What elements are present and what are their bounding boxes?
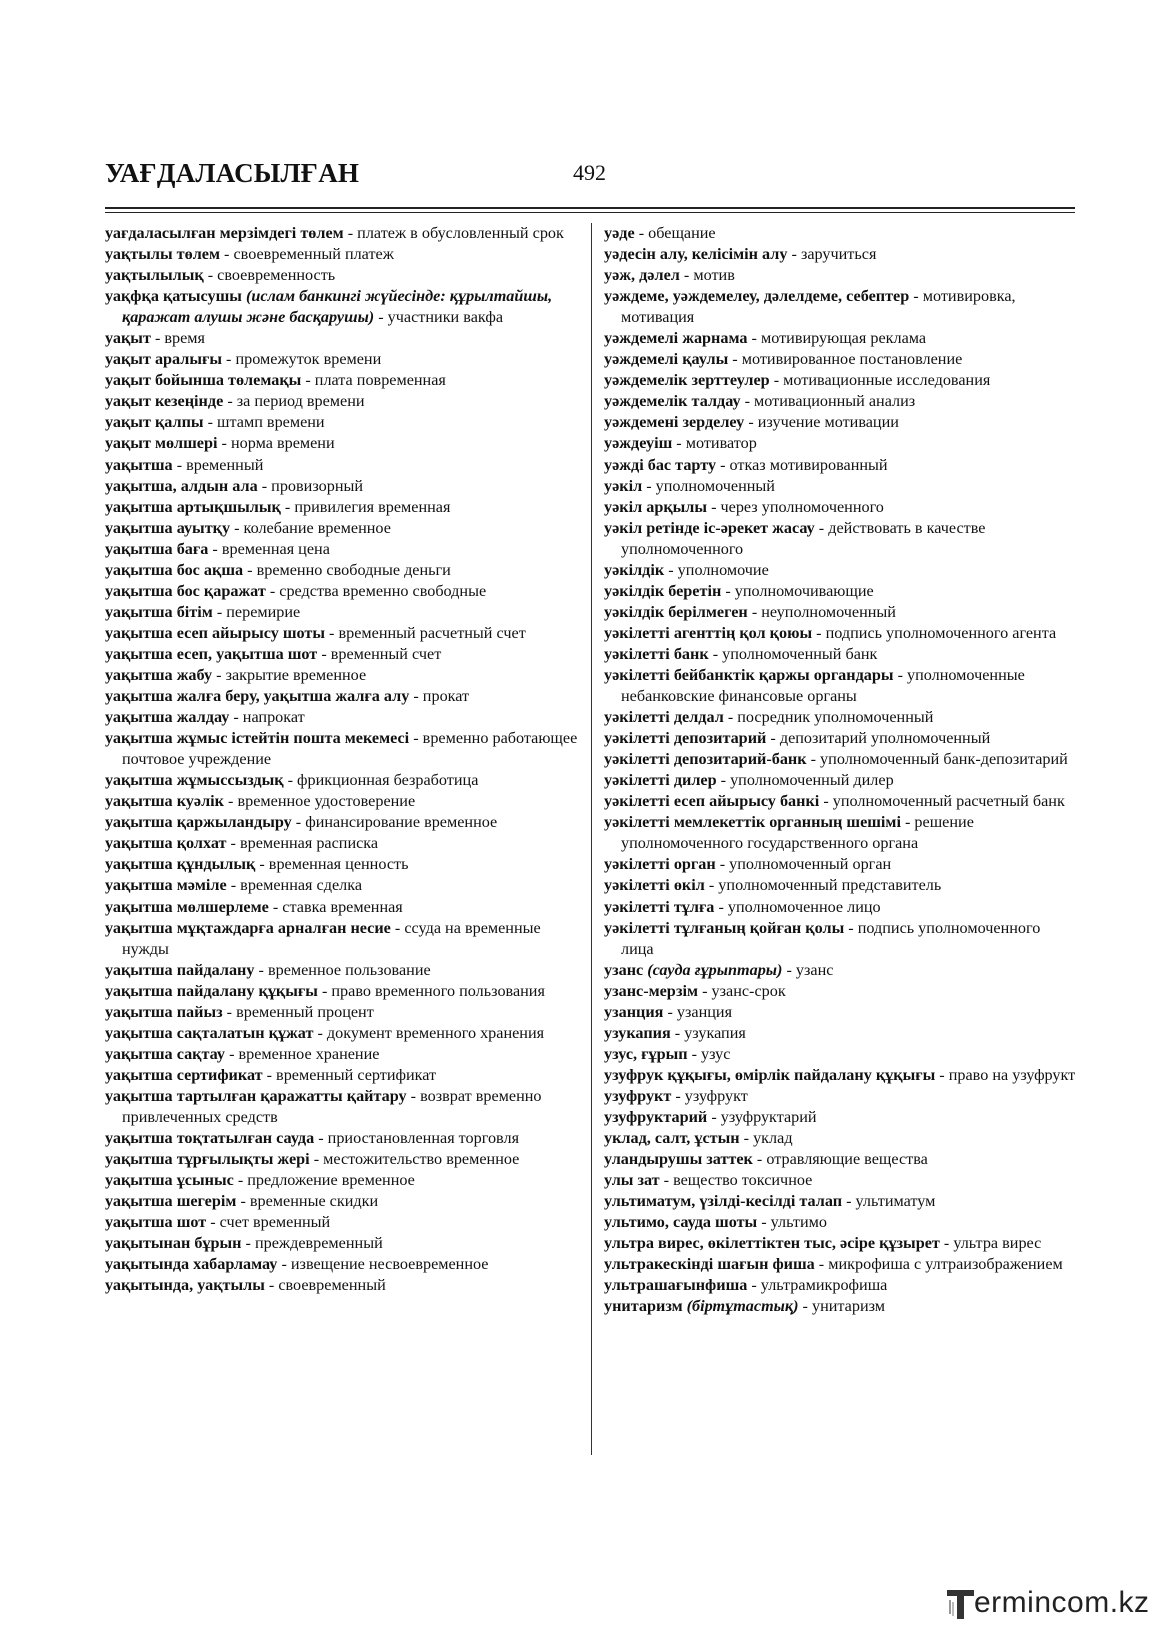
entry-definition: - средства временно свободные (265, 581, 487, 600)
dictionary-entry (105, 560, 583, 581)
entry-definition: - напрокат (229, 708, 305, 727)
entry-definition: - мотиватор (672, 434, 757, 453)
dictionary-entry (105, 476, 583, 497)
entry-term: уақытша құндылық (105, 855, 256, 874)
dictionary-entry (105, 328, 583, 349)
entry-definition: - временный расчетный счет (324, 623, 526, 642)
entry-definition: - мотивационный анализ (740, 392, 916, 411)
entry-term: уақыт кезеңінде (105, 392, 224, 411)
entry-definition: - своевременность (203, 266, 336, 285)
entry-term: уақытша бітім (105, 602, 213, 621)
entry-term: уәждемелік зерттеулер (604, 371, 770, 390)
dictionary-entry (105, 1254, 583, 1275)
entry-term: уақытша артықшылық (105, 497, 281, 516)
entry-definition: - временный сертификат (262, 1065, 437, 1084)
entry-definition: - изучение мотивации (744, 413, 899, 432)
dictionary-entry (105, 770, 583, 791)
entry-definition: - уполномоченное лицо (714, 897, 881, 916)
entry-term: уәкіл арқылы (604, 497, 708, 516)
dictionary-entry (604, 476, 1076, 497)
dictionary-entry (105, 918, 583, 960)
entry-definition: - закрытие временное (212, 665, 367, 684)
entry-term: уақытша сақталатын құжат (105, 1023, 314, 1042)
entry-definition: - ультрамикрофиша (747, 1276, 888, 1295)
dictionary-entry (105, 391, 583, 412)
entry-term: уклад, салт, ұстын (604, 1129, 740, 1148)
entry-definition: - прокат (409, 687, 470, 706)
entry-definition: - преждевременный (241, 1234, 383, 1253)
entry-term: уақыт бойынша төлемақы (105, 371, 302, 390)
entry-definition: - узуфруктарий (707, 1107, 817, 1126)
entry-term: уақытша ұсыныс (105, 1171, 234, 1190)
entry-definition: - уклад (739, 1129, 793, 1148)
entry-term: уәкілетті делдал (604, 708, 724, 727)
watermark-text: ermincom.kz (974, 1586, 1150, 1619)
termincom-watermark (944, 1583, 1150, 1623)
entry-term: уәкілетті тұлға (604, 897, 715, 916)
dictionary-entry (604, 1296, 1076, 1317)
dictionary-entry (604, 518, 1076, 560)
dictionary-entry (105, 981, 583, 1002)
entry-term: уәдесін алу, келісімін алу (604, 245, 788, 264)
entry-definition: - узанс (782, 960, 834, 979)
entry-term: уақытша есеп айырысу шоты (105, 623, 325, 642)
entry-term: ультиматум, үзілді-кесілді талап (604, 1192, 843, 1211)
entry-term: уақыт мөлшері (105, 434, 218, 453)
entry-term: уақытында хабарламау (105, 1255, 278, 1274)
entry-definition: - уполномоченный орган (715, 855, 892, 874)
entry-term: узанция (604, 1002, 664, 1021)
dictionary-entry (604, 1254, 1076, 1275)
dictionary-entry (604, 728, 1076, 749)
entry-term: уақытында, уақтылы (105, 1276, 265, 1295)
entry-definition: - микрофиша с ултраизображением (814, 1255, 1063, 1274)
entry-definition: - обещание (634, 224, 716, 242)
dictionary-entry (604, 1044, 1076, 1065)
entry-term: унитаризм (604, 1297, 683, 1316)
entry-term: уақытша жабу (105, 665, 213, 684)
entry-note: (сауда ғұрыптары) (643, 960, 783, 979)
entry-definition: - депозитарий уполномоченный (766, 729, 991, 748)
entry-term: уақтылы төлем (105, 245, 220, 264)
entry-term: уәкілетті есеп айырысу банкі (604, 792, 820, 811)
termincom-logo-icon (944, 1584, 978, 1622)
entry-term: уәкілдік (604, 560, 665, 579)
entry-note: (ислам банкингі жүйесінде: құрылтайшы, қаражат алушы және басқарушы) (122, 287, 553, 327)
dictionary-entry (604, 1170, 1076, 1191)
entry-definition: - ультимо (757, 1213, 827, 1232)
entry-definition: - привилегия временная (280, 497, 451, 516)
dictionary-entry (604, 286, 1076, 328)
dictionary-entry (105, 539, 583, 560)
entry-definition: - платеж в обусловленный срок (343, 224, 564, 242)
entry-definition: - приостановленная торговля (314, 1129, 520, 1148)
entry-definition: - плата повременная (301, 371, 446, 390)
entry-term: ультра вирес, өкілеттіктен тыс, әсіре құзырет (604, 1234, 940, 1253)
entry-term: уәкіл (604, 476, 643, 495)
entry-definition: - временный счет (317, 644, 442, 663)
entry-term: уақытша жұмыссыздық (105, 771, 284, 790)
entry-definition: - своевременный платеж (220, 245, 394, 264)
entry-term: ультимо, сауда шоты (604, 1213, 758, 1232)
entry-definition: - уполномоченный расчетный банк (819, 792, 1065, 811)
dictionary-entry (105, 370, 583, 391)
dictionary-entry (105, 1065, 583, 1086)
entry-term: уақытша пайдалану (105, 960, 255, 979)
entry-definition: - документ временного хранения (313, 1023, 545, 1042)
entry-definition: - время (150, 329, 206, 348)
dictionary-entry (105, 286, 583, 328)
dictionary-entry (604, 812, 1076, 854)
entry-definition: - местожительство временное (309, 1150, 520, 1169)
dictionary-entry (604, 854, 1076, 875)
entry-definition: - мотивационные исследования (769, 371, 991, 390)
dictionary-entry (105, 1191, 583, 1212)
dictionary-entry (105, 665, 583, 686)
entry-term: уәкілетті депозитарий (604, 729, 767, 748)
page-number: 492 (573, 160, 606, 185)
dictionary-entry (604, 749, 1076, 770)
dictionary-entry (604, 391, 1076, 412)
entry-term: уәждемелі қаулы (604, 350, 729, 369)
entry-definition: - право временного пользования (317, 981, 545, 1000)
dictionary-entry (604, 644, 1076, 665)
entry-term: узанс-мерзім (604, 981, 699, 1000)
dictionary-entry (604, 665, 1076, 707)
dictionary-entry (604, 560, 1076, 581)
entry-definition: - подпись уполномоченного лица (621, 918, 1041, 958)
entry-definition: - уполномоченный (642, 476, 775, 495)
entry-term: уәждеуіш (604, 434, 673, 453)
entry-definition: - посредник уполномоченный (723, 708, 934, 727)
dictionary-entry (604, 1023, 1076, 1044)
entry-note: (біртұтастық) (682, 1297, 799, 1316)
entry-definition: - временное пользование (254, 960, 431, 979)
entry-definition: - подпись уполномоченного агента (812, 623, 1057, 642)
entry-definition: - провизорный (257, 476, 364, 495)
dictionary-entry (105, 1149, 583, 1170)
dictionary-entry (105, 223, 583, 244)
entry-term: уақытша мұқтаждарға арналған несие (105, 918, 391, 937)
entry-term: уәкілдік беретін (604, 581, 722, 600)
dictionary-entry (604, 1065, 1076, 1086)
entry-definition: - узукапия (670, 1023, 746, 1042)
entry-term: уәкілетті депозитарий-банк (604, 750, 807, 769)
dictionary-entry (604, 265, 1076, 286)
entry-definition: - временные скидки (236, 1192, 379, 1211)
entry-definition: - действовать в качестве уполномоченного (621, 518, 986, 558)
entry-term: уақытша шот (105, 1213, 207, 1232)
dictionary-entry (105, 875, 583, 896)
entry-definition: - временное удостоверение (223, 792, 416, 811)
entry-definition: - уполномоченный дилер (716, 771, 894, 790)
entry-term: узуфруктарий (604, 1107, 708, 1126)
entry-term: уақытша, алдын ала (105, 476, 258, 495)
entry-term: улы зат (604, 1171, 660, 1190)
dictionary-entry (105, 412, 583, 433)
dictionary-entry (105, 1233, 583, 1254)
entry-definition: - уполномоченные небанковские финансовые органы (621, 665, 1025, 706)
dictionary-entry (604, 497, 1076, 518)
dictionary-entry (604, 707, 1076, 728)
entry-definition: - ссуда на временные нужды (122, 918, 541, 958)
dictionary-entry (604, 433, 1076, 454)
dictionary-entry (604, 918, 1076, 960)
dictionary-entry (105, 854, 583, 875)
entry-term: уақытша сертификат (105, 1065, 263, 1084)
entry-definition: - право на узуфрукт (935, 1065, 1076, 1084)
dictionary-entry (105, 1002, 583, 1023)
dictionary-entry (105, 833, 583, 854)
entry-definition: - временная ценность (255, 855, 409, 874)
entry-term: узуфрук құқығы, өмірлік пайдалану құқығы (604, 1065, 936, 1084)
entry-definition: - ультра вирес (939, 1234, 1042, 1253)
entry-term: ультракескінді шағын фиша (604, 1255, 815, 1274)
entry-definition: - счет временный (206, 1213, 331, 1232)
dictionary-entry (604, 412, 1076, 433)
entry-term: уақытша тартылған қаражатты қайтару (105, 1086, 407, 1105)
entry-definition: - финансирование временное (291, 813, 498, 832)
dictionary-entry (604, 1275, 1076, 1296)
entry-definition: - временный (172, 455, 264, 474)
entry-term: уақыт қалпы (105, 413, 204, 432)
entry-definition: - вещество токсичное (659, 1171, 813, 1190)
entry-term: уақфқа қатысушы (105, 287, 242, 306)
dictionary-entry (105, 686, 583, 707)
column-divider (591, 223, 592, 1455)
entry-term: уәждеме, уәждемелеу, дәлелдеме, себептер (604, 287, 910, 306)
dictionary-entry (604, 791, 1076, 812)
entry-term: уақыт (105, 329, 151, 348)
dictionary-entry (604, 770, 1076, 791)
entry-term: узус, ғұрып (604, 1044, 688, 1063)
entry-term: уақытша мөлшерлеме (105, 897, 269, 916)
entry-definition: - штамп времени (203, 413, 325, 432)
entry-definition: - колебание временное (230, 518, 391, 537)
entry-definition: - ставка временная (268, 897, 403, 916)
dictionary-entry (604, 875, 1076, 896)
dictionary-entry (604, 623, 1076, 644)
entry-definition: - участники вакфа (374, 308, 504, 327)
entry-term: уәкілетті орган (604, 855, 716, 874)
dictionary-entry (105, 644, 583, 665)
dictionary-entry (604, 1233, 1076, 1254)
entry-term: уақытша пайдалану құқығы (105, 981, 318, 1000)
dictionary-entry (105, 791, 583, 812)
entry-definition: - перемирие (212, 602, 301, 621)
dictionary-entry (604, 223, 1076, 244)
entry-term: узанс (604, 960, 644, 979)
entry-term: уәде (604, 224, 635, 242)
entry-definition: - уполномоченный банк-депозитарий (806, 750, 1068, 769)
entry-term: уәкілетті дилер (604, 771, 717, 790)
entry-term: уәжді бас тарту (604, 455, 717, 474)
entry-term: уақытша сақтау (105, 1044, 226, 1063)
entry-definition: - своевременный (264, 1276, 386, 1295)
entry-term: ультрашағынфиша (604, 1276, 748, 1295)
entry-definition: - фрикционная безработица (283, 771, 479, 790)
dictionary-entry (105, 1044, 583, 1065)
entry-term: уақытша қаржыландыру (105, 813, 292, 832)
entry-definition: - мотивировка, мотивация (621, 287, 1016, 327)
entry-term: уәкілдік берілмеген (604, 602, 748, 621)
dictionary-entry (105, 455, 583, 476)
entry-term: уландырушы заттек (604, 1150, 753, 1169)
dictionary-entry (604, 960, 1076, 981)
dictionary-entry (105, 1023, 583, 1044)
entry-definition: - возврат временно привлеченных средств (122, 1086, 542, 1126)
left-column (105, 223, 583, 1296)
dictionary-entry (604, 1149, 1076, 1170)
dictionary-entry (105, 623, 583, 644)
entry-definition: - временная цена (208, 539, 330, 558)
entry-definition: - временный процент (222, 1002, 374, 1021)
dictionary-entry (105, 265, 583, 286)
dictionary-entry (105, 244, 583, 265)
dictionary-entry (604, 1002, 1076, 1023)
entry-term: уақытша қолхат (105, 834, 227, 853)
dictionary-entry (604, 1128, 1076, 1149)
entry-definition: - временно работающее почтовое учреждение (122, 729, 578, 769)
dictionary-entry (105, 1170, 583, 1191)
entry-definition: - за период времени (223, 392, 365, 411)
dictionary-entry (105, 728, 583, 770)
entry-definition: - временное хранение (225, 1044, 380, 1063)
dictionary-entry (604, 1107, 1076, 1128)
entry-definition: - ультиматум (842, 1192, 936, 1211)
dictionary-entry (604, 328, 1076, 349)
entry-term: уәкілетті агенттің қол қоюы (604, 623, 813, 642)
entry-definition: - промежуток времени (221, 350, 382, 369)
dictionary-entry (105, 897, 583, 918)
entry-term: уақытша тоқтатылған сауда (105, 1129, 315, 1148)
right-column (604, 223, 1076, 1317)
entry-term: уақытша пайыз (105, 1002, 223, 1021)
entry-definition: - узус (687, 1044, 731, 1063)
entry-term: узуфрукт (604, 1086, 672, 1105)
dictionary-entry (604, 244, 1076, 265)
entry-definition: - уполномоченный представитель (704, 876, 942, 895)
entry-definition: - временно свободные деньги (243, 560, 451, 579)
entry-term: уақытша жалдау (105, 708, 230, 727)
entry-definition: - временная сделка (226, 876, 363, 895)
dictionary-entry (604, 897, 1076, 918)
entry-definition: - узанс-срок (698, 981, 786, 1000)
entry-definition: - узанция (663, 1002, 733, 1021)
entry-term: уәкілетті банк (604, 644, 709, 663)
entry-term: уақытша тұрғылықты жері (105, 1150, 310, 1169)
entry-term: уәкілетті тұлғаның қойған қолы (604, 918, 845, 937)
entry-definition: - унитаризм (798, 1297, 886, 1316)
entry-term: уәждемені зерделеу (604, 413, 745, 432)
entry-term: уағдаласылған мерзімдегі төлем (105, 224, 344, 242)
entry-definition: - мотивированное постановление (728, 350, 963, 369)
header-rule (105, 207, 1075, 209)
entry-term: уақытша шегерім (105, 1192, 237, 1211)
dictionary-entry (105, 349, 583, 370)
dictionary-entry (105, 581, 583, 602)
entry-term: уәкілетті өкіл (604, 876, 705, 895)
entry-definition: - решение уполномоченного государственного органа (621, 813, 974, 853)
dictionary-entry (604, 602, 1076, 623)
entry-term: уақытша мәміле (105, 876, 227, 895)
entry-term: уақытша (105, 455, 173, 474)
dictionary-entry (105, 960, 583, 981)
entry-definition: - неуполномоченный (747, 602, 896, 621)
entry-definition: - отказ мотивированный (716, 455, 888, 474)
dictionary-entry (604, 981, 1076, 1002)
entry-term: уақытша бос ақша (105, 560, 244, 579)
entry-term: уақытша есеп, уақытша шот (105, 644, 318, 663)
page-header-title: УАҒДАЛАСЫЛҒАН (105, 158, 360, 188)
entry-definition: - мотивирующая реклама (747, 329, 927, 348)
entry-definition: - уполномочие (664, 560, 769, 579)
header-rule-thin (105, 212, 1075, 213)
dictionary-entry (604, 370, 1076, 391)
dictionary-entry (604, 349, 1076, 370)
entry-term: уақытынан бұрын (105, 1234, 242, 1253)
entry-definition: - извещение несвоевременное (277, 1255, 489, 1274)
entry-term: уақытша жалға беру, уақытша жалға алу (105, 687, 410, 706)
dictionary-entry (604, 1191, 1076, 1212)
dictionary-entry (105, 433, 583, 454)
entry-term: уәкілетті мемлекеттік органның шешімі (604, 813, 901, 832)
entry-definition: - уполномочивающие (721, 581, 874, 600)
dictionary-entry (604, 1086, 1076, 1107)
entry-term: уәкілетті бейбанктік қаржы органдары (604, 665, 894, 684)
entry-term: уақытша бос қаражат (105, 581, 266, 600)
entry-term: уақытша жұмыс істейтін пошта мекемесі (105, 729, 410, 748)
dictionary-entry (604, 455, 1076, 476)
dictionary-entry (105, 602, 583, 623)
entry-definition: - узуфрукт (671, 1086, 748, 1105)
entry-definition: - уполномоченный банк (708, 644, 878, 663)
entry-definition: - заручиться (787, 245, 877, 264)
entry-term: узукапия (604, 1023, 671, 1042)
entry-term: уақыт аралығы (105, 350, 222, 369)
dictionary-entry (604, 581, 1076, 602)
entry-definition: - временная расписка (226, 834, 379, 853)
entry-definition: - через уполномоченного (707, 497, 884, 516)
dictionary-entry (105, 497, 583, 518)
dictionary-entry (105, 518, 583, 539)
dictionary-entry (604, 1212, 1076, 1233)
entry-definition: - мотив (679, 266, 735, 285)
entry-term: уақтылылық (105, 266, 204, 285)
dictionary-entry (105, 1128, 583, 1149)
dictionary-entry (105, 1275, 583, 1296)
entry-definition: - норма времени (217, 434, 335, 453)
entry-definition: - отравляющие вещества (752, 1150, 928, 1169)
entry-term: уәждемелі жарнама (604, 329, 748, 348)
dictionary-entry (105, 1086, 583, 1128)
entry-term: уақытша баға (105, 539, 209, 558)
entry-term: уақытша ауытқу (105, 518, 231, 537)
entry-term: уәж, дәлел (604, 266, 680, 285)
entry-term: уақытша куәлік (105, 792, 224, 811)
dictionary-entry (105, 707, 583, 728)
dictionary-entry (105, 1212, 583, 1233)
entry-term: уәкіл ретінде іс-әрекет жасау (604, 518, 815, 537)
entry-term: уәждемелік талдау (604, 392, 741, 411)
dictionary-entry (105, 812, 583, 833)
entry-definition: - предложение временное (233, 1171, 415, 1190)
